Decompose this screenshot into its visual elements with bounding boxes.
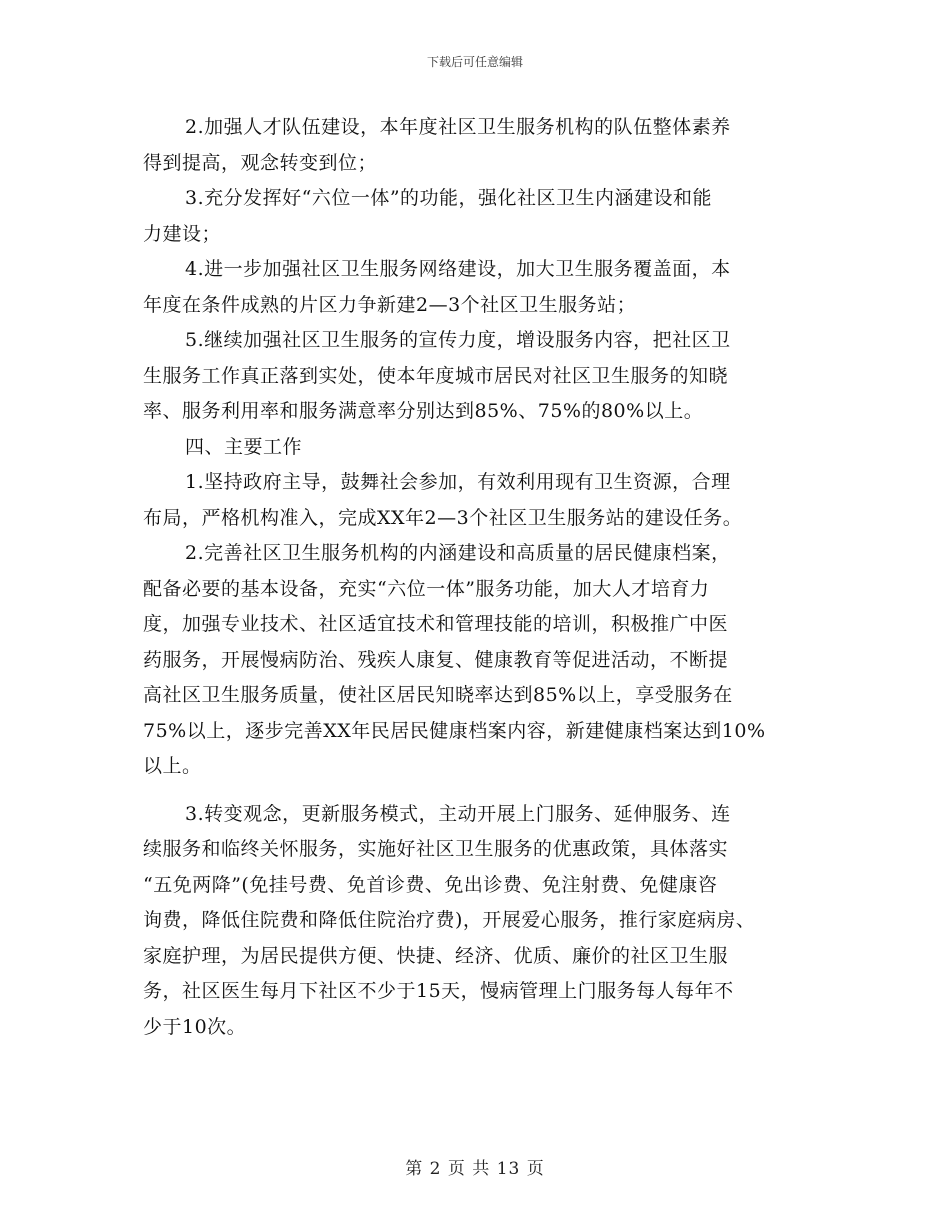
paragraph-line: 3.转变观念，更新服务模式，主动开展上门服务、延伸服务、连 — [185, 802, 731, 825]
paragraph-line: 得到提高，观念转变到位； — [143, 151, 378, 174]
page-header: 下载后可任意编辑 — [426, 55, 523, 69]
paragraph-line: 生服务工作真正落到实处，使本年度城市居民对社区卫生服务的知晓 — [143, 364, 729, 387]
paragraph-line: 5.继续加强社区卫生服务的宣传力度，增设服务内容，把社区卫 — [185, 329, 731, 351]
paragraph-line: 药服务，开展慢病防治、残疾人康复、健康教育等促进活动，不断提 — [143, 648, 729, 671]
paragraph-line: 4.进一步加强社区卫生服务网络建设，加大卫生服务覆盖面，本 — [185, 258, 731, 280]
paragraph-line: 75%以上，逐步完善XX年民居民健康档案内容，新建健康档案达到10% — [143, 719, 766, 742]
paragraph-line: 度，加强专业技术、社区适宜技术和管理技能的培训，积极推广中医 — [143, 613, 729, 635]
paragraph-line: 家庭护理，为居民提供方便、快捷、经济、优质、廉价的社区卫生服 — [143, 944, 729, 967]
paragraph-line: 率、服务利用率和服务满意率分别达到85%、75%的80%以上。 — [143, 400, 704, 422]
paragraph-line: 高社区卫生服务质量，使社区居民知晓率达到85%以上，享受服务在 — [143, 684, 733, 706]
paragraph-line: 询费，降低住院费和降低住院治疗费)，开展爱心服务，推行家庭病房、 — [143, 909, 756, 931]
page-footer: 第 2 页 共 13 页 — [405, 1159, 545, 1179]
paragraph-line: 布局，严格机构准入，完成XX年2—3个社区卫生服务站的建设任务。 — [143, 506, 743, 529]
paragraph-line: 少于10次。 — [143, 1015, 247, 1038]
paragraph-gap — [143, 785, 807, 797]
paragraph-line: 3.充分发挥好“六位一体”的功能，强化社区卫生内涵建设和能 — [185, 187, 713, 209]
paragraph-line: 2.完善社区卫生服务机构的内涵建设和高质量的居民健康档案， — [185, 542, 731, 564]
paragraph-line: 务，社区医生每月下社区不少于15天，慢病管理上门服务每人每年不 — [143, 980, 734, 1002]
paragraph-line: 1.坚持政府主导，鼓舞社会参加，有效利用现有卫生资源，合理 — [185, 471, 731, 493]
paragraph-line: “五免两降”(免挂号费、免首诊费、免出诊费、免注射费、免健康咨 — [143, 873, 718, 896]
paragraph-line: 力建设； — [143, 222, 222, 245]
document-body — [143, 110, 807, 1045]
paragraph-line: 配备必要的基本设备，充实“六位一体”服务功能，加大人才培育力 — [143, 577, 710, 600]
section-heading: 四、主要工作 — [185, 435, 303, 458]
paragraph-line: 2.加强人才队伍建设，本年度社区卫生服务机构的队伍整体素养 — [185, 116, 731, 138]
paragraph-line: 年度在条件成熟的片区力争新建2—3个社区卫生服务站； — [143, 293, 637, 316]
paragraph-line: 以上。 — [143, 755, 202, 777]
paragraph-line: 续服务和临终关怀服务，实施好社区卫生服务的优惠政策，具体落实 — [143, 838, 729, 860]
